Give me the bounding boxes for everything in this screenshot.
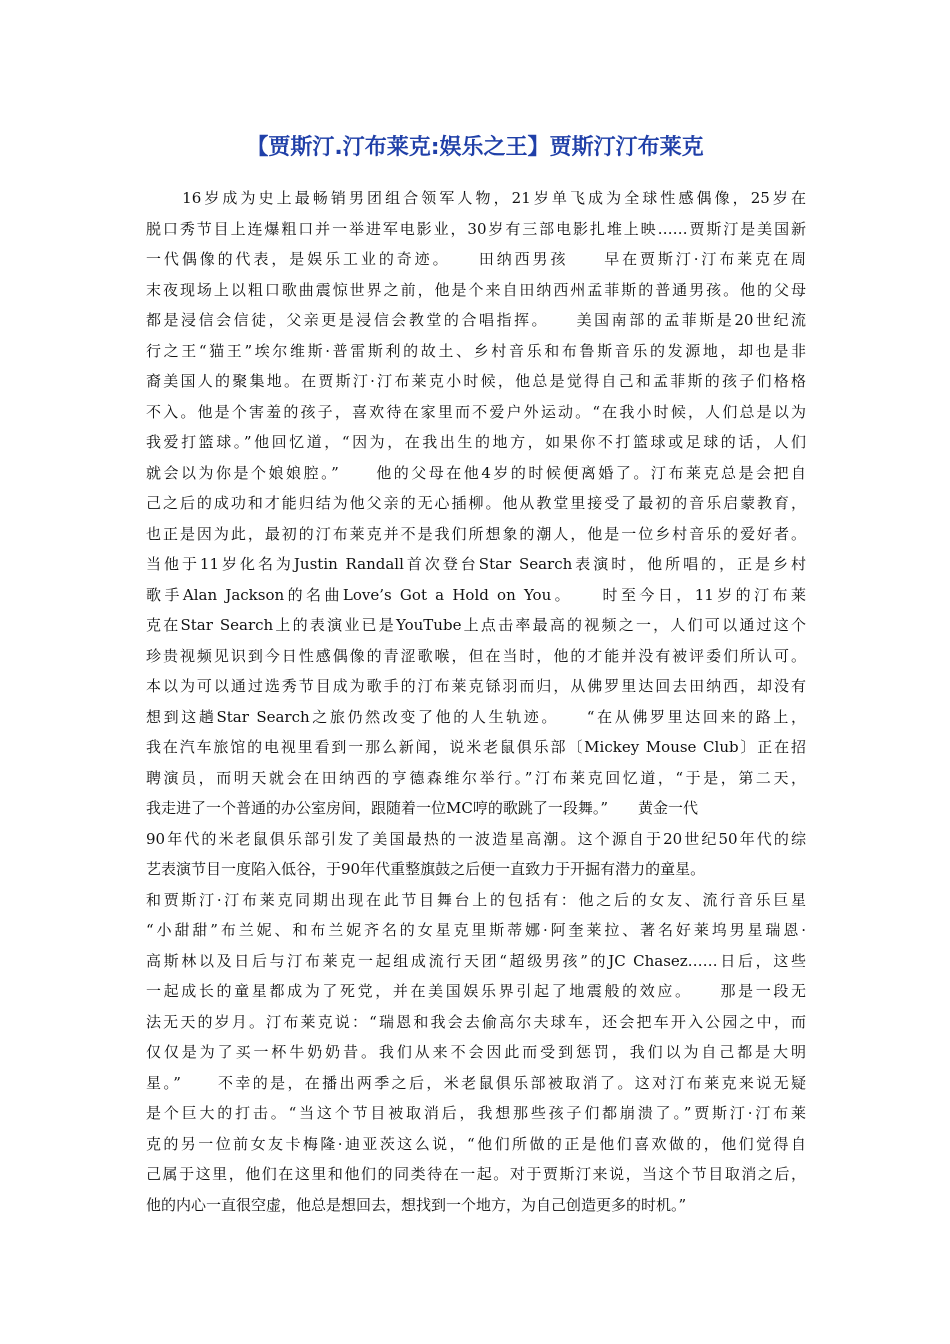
text-line: 珍贵视频见识到今日性感偶像的青涩歌喉，但在当时，他的才能并没有被评委们所认可。 [146, 646, 806, 665]
text-line: 想到这趟Star Search之旅仍然改变了他的人生轨迹。 “在从佛罗里达回来的路上， [146, 707, 806, 726]
text-line: 法无天的岁月。汀布莱克说：“瑞恩和我会去偷高尔夫球车，还会把车开入公园之中，而 [146, 1012, 806, 1031]
text-line: 高斯林以及日后与汀布莱克一起组成流行天团“超级男孩”的JC Chasez……日后，这些 [146, 951, 806, 970]
text-line: 行之王“猫王”埃尔维斯·普雷斯利的故土、乡村音乐和布鲁斯音乐的发源地，却也是非 [146, 341, 806, 360]
text-line: 己之后的成功和才能归结为他父亲的无心插柳。他从教堂里接受了最初的音乐启蒙教育， [146, 494, 806, 512]
text-line: 一起成长的童星都成为了死党，并在美国娱乐界引起了地震般的效应。 那是一段无 [146, 982, 806, 1000]
text-line: 歌手Alan Jackson的名曲Love’s Got a Hold on You。 时至今日，11岁的汀布莱 [146, 585, 806, 604]
text-line: 己属于这里，他们在这里和他们的同类待在一起。对于贾斯汀来说，当这个节目取消之后， [146, 1165, 806, 1183]
text-line: 和贾斯汀·汀布莱克同期出现在此节目舞台上的包括有：他之后的女友、流行音乐巨星 [146, 890, 806, 909]
text-line: 是个巨大的打击。“当这个节目被取消后，我想那些孩子们都崩溃了。”贾斯汀·汀布莱 [146, 1104, 806, 1122]
text-line: 仅仅是为了买一杯牛奶奶昔。我们从来不会因此而受到惩罚，我们以为自己都是大明 [146, 1043, 806, 1061]
article-body [146, 183, 806, 1220]
text-line: 我在汽车旅馆的电视里看到一那么新闻，说米老鼠俱乐部〔Mickey Mouse Club〕正在招 [146, 738, 806, 756]
text-line: 聘演员，而明天就会在田纳西的亨德森维尔举行。”汀布莱克回忆道，“于是，第二天， [146, 768, 806, 787]
text-line: “小甜甜”布兰妮、和布兰妮齐名的女星克里斯蒂娜·阿奎莱拉、著名好莱坞男星瑞恩· [146, 921, 806, 939]
text-line: 克的另一位前女友卡梅隆·迪亚茨这么说，“他们所做的正是他们喜欢做的，他们觉得自 [146, 1134, 806, 1153]
text-line: 不入。他是个害羞的孩子，喜欢待在家里而不爱户外运动。“在我小时候，人们总是以为 [146, 402, 806, 421]
text-line: 90年代的米老鼠俱乐部引发了美国最热的一波造星高潮。这个源自于20世纪50年代的综 [146, 829, 806, 848]
text-line: 星。” 不幸的是，在播出两季之后，米老鼠俱乐部被取消了。这对汀布莱克来说无疑 [146, 1073, 806, 1092]
text-line: 16岁成为史上最畅销男团组合领军人物，21岁单飞成为全球性感偶像，25岁在 [146, 189, 806, 207]
text-line: 他的内心一直很空虚，他总是想回去，想找到一个地方，为自己创造更多的时机。” [146, 1195, 687, 1214]
text-line: 都是浸信会信徒，父亲更是浸信会教堂的合唱指挥。 美国南部的孟菲斯是20世纪流 [146, 311, 806, 329]
text-line: 克在Star Search上的表演业已是YouTube上点击率最高的视频之一，人们可以通过这个 [146, 616, 806, 634]
text-line: 脱口秀节目上连爆粗口并一举进军电影业，30岁有三部电影扎堆上映……贾斯汀是美国新 [146, 219, 806, 238]
text-line: 我走进了一个普通的办公室房间，跟随着一位MC哼的歌跳了一段舞。” 黄金一代 [146, 799, 699, 817]
text-line: 裔美国人的聚集地。在贾斯汀·汀布莱克小时候，他总是觉得自己和孟菲斯的孩子们格格 [146, 372, 806, 390]
text-line: 当他于11岁化名为Justin Randall首次登台Star Search表演时，他所唱的，正是乡村 [146, 555, 806, 573]
text-line: 一代偶像的代表，是娱乐工业的奇迹。 田纳西男孩 早在贾斯汀·汀布莱克在周 [146, 250, 806, 268]
text-line: 艺表演节目一度陷入低谷，于90年代重整旗鼓之后便一直致力于开掘有潜力的童星。 [146, 860, 706, 878]
text-line: 也正是因为此，最初的汀布莱克并不是我们所想象的潮人，他是一位乡村音乐的爱好者。 [146, 524, 806, 543]
text-line: 我爱打篮球。”他回忆道，“因为，在我出生的地方，如果你不打篮球或足球的话，人们 [146, 433, 806, 451]
page-title: 【贾斯汀.汀布莱克:娱乐之王】贾斯汀汀布莱克 [246, 135, 704, 160]
text-line: 本以为可以通过选秀节目成为歌手的汀布莱克铩羽而归，从佛罗里达回去田纳西，却没有 [146, 677, 806, 695]
text-line: 就会以为你是个娘娘腔。” 他的父母在他4岁的时候便离婚了。汀布莱克总是会把自 [146, 463, 806, 482]
text-line: 末夜现场上以粗口歌曲震惊世界之前，他是个来自田纳西州孟菲斯的普通男孩。他的父母 [146, 280, 806, 299]
